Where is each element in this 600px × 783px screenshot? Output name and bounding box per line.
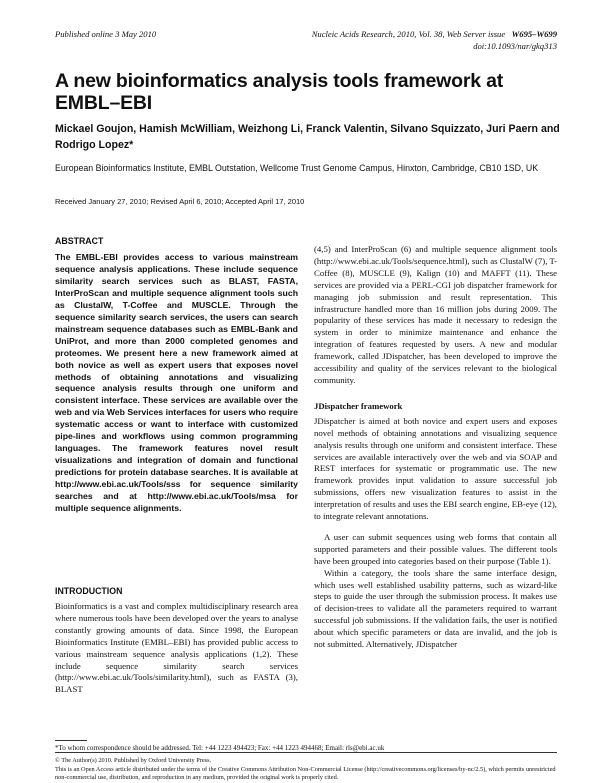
affiliation: European Bioinformatics Institute, EMBL Outstation, Wellcome Trust Genome Campus, Hinxton, Cambridge, CB10 1SD, UK <box>55 163 539 173</box>
copyright-line: © The Author(s) 2010. Published by Oxford University Press. <box>55 757 212 764</box>
introduction-heading: INTRODUCTION <box>55 586 123 596</box>
right-column <box>314 244 557 651</box>
abstract-text: The EMBL-EBI provides access to various mainstream sequence analysis applications. These include sequence similarity search services such as BLAST, FASTA, InterProScan and multiple sequence alignment tools such as ClustalW, T-Coffee and MUSCLE. Through the sequence similarity search services, the users can search mainstream sequence databases such as EMBL-Bank and UniProt, and more than 2000 completed genomes and proteomes. We present here a new framework aimed at both novice as well as expert users that exposes novel methods of obtaining annotations and visualizing sequence analysis results through one uniform and consistent interface. These services are available over the web and via Web Services interfaces for users who require systematic access or want to interface with customized pipe-lines and workflows using common programming languages. The framework features novel result visualizations and integration of domain and functional predictions for protein database searches. It is available at http://www.ebi.ac.uk/Tools/sss for sequence similarity searches and at http://www.ebi.ac.uk/Tools/msa for multiple sequence alignments. <box>55 252 298 514</box>
paper-title: A new bioinformatics analysis tools framework at EMBL–EBI <box>55 70 504 114</box>
author-list: Mickael Goujon, Hamish McWilliam, Weizhong Li, Franck Valentin, Silvano Squizzato, Juri Paern and Rodrigo Lopez* <box>55 123 560 151</box>
received-dates: Received January 27, 2010; Revised April 6, 2010; Accepted April 17, 2010 <box>55 197 305 206</box>
body-paragraph: Within a category, the tools share the same interface design, which uses well established usability patterns, such as wizard-like steps to guide the user through the submission process. It makes use of decision-trees to validate all the parameters required to warrant successful job submissions. If the validation fails, the user is notified about which specific parameters or data are invalid, and the job is not submitted. Alternatively, JDispatcher <box>314 567 557 650</box>
body-paragraph: (4,5) and InterProScan (6) and multiple sequence alignment tools (http://www.ebi.ac.uk/Tools/sequence.html), such as ClustalW (7), T-Coffee (8), MUSCLE (9), Kalign (10) and MAFFT (11). These services are provided via a PERL-CGI job dispatcher framework for managing job submission and result representation. This infrastructure handled more than 16 million jobs during 2009. The popularity of these services has made it necessary to redesign the system in order to minimize maintenance and enhance the integration of features requested by users. A new and modular framework, called JDispatcher, has been developed to improve the accessibility and quality of the services relevant to the biological community. <box>314 244 557 385</box>
published-date: Published online 3 May 2010 <box>55 29 157 39</box>
journal-citation: Nucleic Acids Research, 2010, Vol. 38, Web Server issue <box>311 29 506 39</box>
journal-header <box>312 29 557 52</box>
copyright-notice <box>55 757 560 783</box>
license-text: This is an Open Access article distributed under the terms of the Creative Commons Attribution Non-Commercial License (http://creativecommons.org/licenses/by-nc/2.5), which permits unrestricted non-commercial use, distribution, and reproduction in any medium, provided the original work is properly cited. <box>55 765 556 781</box>
copyright-divider <box>55 752 557 753</box>
body-paragraph: A user can submit sequences using web forms that contain all supported parameters and their possible values. The different tools have been grouped into categories based on their purpose (Table 1). <box>314 531 557 566</box>
section-subheading: JDispatcher framework <box>314 400 403 411</box>
footnote-divider <box>55 740 87 741</box>
page-range: W695–W699 <box>511 29 557 39</box>
abstract-heading: ABSTRACT <box>55 236 104 246</box>
doi: doi:10.1093/nar/gkq313 <box>473 40 557 51</box>
correspondence-footnote: *To whom correspondence should be addressed. Tel: +44 1223 494423; Fax: +44 1223 494468; Email: rls@ebi.ac.uk <box>55 744 385 752</box>
body-paragraph: JDispatcher is aimed at both novice and expert users and exposes novel methods of obtaining annotations and visualizing sequence analysis results through one uniform and consistent interface. These services are available interactively over the web and via SOAP and REST interfaces for systematic or programmatic use. The new framework provides input validation to assure successful job submissions, offers new visualization features to assist in the interpretation of results and uses the EBI search engine, EB-eye (12), to integrate relevant annotations. <box>314 415 557 522</box>
introduction-text: Bioinformatics is a vast and complex multidisciplinary research area where numerous tools have been developed over the years to analyse constantly growing amounts of data. Since 1998, the European Bioinformatics Institute (EMBL–EBI) has provided public access to various mainstream sequence analysis applications (1,2). These include sequence similarity search services (http://www.ebi.ac.uk/Tools/similarity.html), such as FASTA (3), BLAST <box>55 601 298 695</box>
